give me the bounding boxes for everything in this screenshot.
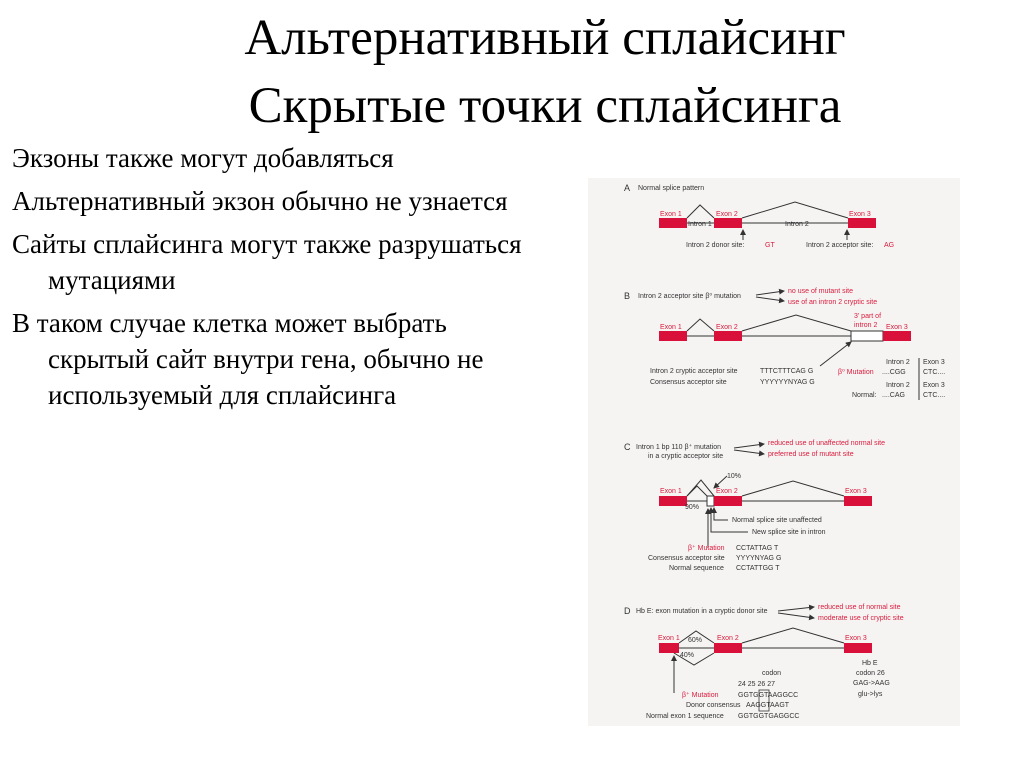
panel-c-normal-seq: CCTATTGG T bbox=[736, 565, 780, 572]
panel-d-glu: glu->lys bbox=[858, 691, 883, 698]
panel-b-consensus-seq: YYYYYYNYAG G bbox=[760, 379, 815, 386]
panel-a-exon3-label: Exon 3 bbox=[849, 211, 871, 218]
panel-b-cryptic-arrow bbox=[820, 342, 851, 366]
panel-b-exon2-label: Exon 2 bbox=[716, 324, 738, 331]
panel-d-heading: Hb E: exon mutation in a cryptic donor site bbox=[636, 608, 768, 615]
panel-d-exon2 bbox=[714, 643, 742, 653]
panel-c-effect1-arrow bbox=[734, 444, 764, 448]
panel-d-effect2: moderate use of cryptic site bbox=[818, 615, 904, 622]
panel-b-effect1-arrow bbox=[756, 291, 784, 295]
panel-a-exon1 bbox=[659, 218, 687, 228]
panel-d-codon26: codon 26 bbox=[856, 670, 885, 677]
panel-c-splice-normal bbox=[687, 480, 714, 496]
panel-b-part-label-1: 3' part of bbox=[854, 313, 882, 320]
panel-a-splice-1 bbox=[687, 205, 714, 218]
panel-a-exon2 bbox=[714, 218, 742, 228]
panel-a-donor-value: GT bbox=[765, 242, 775, 249]
panel-d-pct-bottom: 40% bbox=[680, 652, 695, 659]
panel-d bbox=[624, 604, 904, 720]
panel-c-mut-label: β⁺ Mutation bbox=[688, 545, 725, 552]
panel-c-normal-label: Normal sequence bbox=[669, 565, 724, 572]
panel-d-exon3-label: Exon 3 bbox=[845, 635, 867, 642]
panel-d-mut-label: β⁺ Mutation bbox=[682, 692, 719, 699]
panel-b-exon1 bbox=[659, 331, 687, 341]
panel-c-exon1-label: Exon 1 bbox=[660, 488, 682, 495]
title-line-1: Альтернативный сплайсинг bbox=[244, 10, 846, 66]
panel-b-exon1-label: Exon 1 bbox=[660, 324, 682, 331]
panel-b-exon3-label: Exon 3 bbox=[886, 324, 908, 331]
panel-b bbox=[624, 288, 945, 400]
panel-a-intron1-label: Intron 1 bbox=[688, 221, 712, 228]
panel-b-effect2: use of an intron 2 cryptic site bbox=[788, 299, 878, 306]
panel-a-exon3 bbox=[848, 218, 876, 228]
panel-d-effect1: reduced use of normal site bbox=[818, 604, 901, 611]
panel-c-pct-large: 90% bbox=[685, 504, 700, 511]
splicing-figure bbox=[588, 178, 960, 726]
panel-d-effect1-arrow bbox=[778, 607, 814, 611]
panel-c-consensus-label: Consensus acceptor site bbox=[648, 555, 725, 562]
panel-b-effect2-arrow bbox=[756, 297, 784, 301]
panel-d-change: GAG->AAG bbox=[853, 680, 890, 687]
panel-d-splice-2 bbox=[742, 628, 844, 643]
panel-b-letter: B bbox=[624, 291, 631, 301]
panel-d-mut-seq: GGTGGTAAGGCC bbox=[738, 692, 799, 699]
panel-d-codon: codon bbox=[762, 670, 782, 677]
panel-d-exon1-label: Exon 1 bbox=[658, 635, 680, 642]
panel-d-codons: 24 25 26 27 bbox=[738, 681, 775, 688]
panel-b-exon2 bbox=[714, 331, 742, 341]
panel-c-pct-small: 10% bbox=[727, 473, 742, 480]
panel-b-normal-seq: ....CAG bbox=[882, 392, 905, 399]
bullet-item: Альтернативный экзон обычно не узнается bbox=[12, 186, 508, 216]
panel-c-exon3-label: Exon 3 bbox=[845, 488, 867, 495]
panel-c-letter: C bbox=[624, 442, 631, 452]
panel-b-cryptic-seq: TTTCTTTCAG G bbox=[760, 368, 814, 375]
panel-b-cryptic-label: Intron 2 cryptic acceptor site bbox=[650, 368, 738, 375]
panel-c-effect2-arrow bbox=[734, 450, 764, 454]
panel-a-exon2-label: Exon 2 bbox=[716, 211, 738, 218]
panel-c-exon2-label: Exon 2 bbox=[716, 488, 738, 495]
panel-a-heading: Normal splice pattern bbox=[638, 185, 705, 192]
panel-c-note2: New splice site in intron bbox=[752, 529, 826, 536]
panel-b-normal-label: Normal: bbox=[852, 392, 877, 399]
panel-d-exon3 bbox=[844, 643, 872, 653]
panel-c-heading-2: in a cryptic acceptor site bbox=[648, 453, 724, 460]
panel-a-letter: A bbox=[624, 183, 631, 193]
panel-d-letter: D bbox=[624, 606, 631, 616]
slide-title bbox=[0, 4, 1024, 140]
panel-d-pct-top: 60% bbox=[688, 637, 703, 644]
panel-c-pct-arrow bbox=[714, 476, 727, 488]
panel-c bbox=[624, 440, 885, 572]
panel-d-normal-label: Normal exon 1 sequence bbox=[646, 713, 724, 720]
panel-b-col-intron: Intron 2 bbox=[886, 359, 910, 366]
bullet-item: Экзоны также могут добавляться bbox=[12, 143, 394, 173]
panel-b-mut-seq: ....CGG bbox=[882, 369, 906, 376]
panel-b-consensus-label: Consensus acceptor site bbox=[650, 379, 727, 386]
panel-c-splice-2 bbox=[742, 481, 844, 496]
panel-c-exon3 bbox=[844, 496, 872, 506]
panel-c-mut-seq: CCTATTAG T bbox=[736, 545, 779, 552]
panel-c-heading-1: Intron 1 bp 110 β⁺ mutation bbox=[636, 444, 722, 451]
panel-c-splice-cryptic bbox=[687, 486, 707, 496]
panel-d-exon2-label: Exon 2 bbox=[717, 635, 739, 642]
panel-d-donor-label: Donor consensus bbox=[686, 702, 741, 709]
panel-c-note1-arrow bbox=[714, 508, 728, 520]
panel-a-intron2-label: Intron 2 bbox=[785, 221, 809, 228]
panel-b-intron2-part bbox=[851, 331, 883, 341]
panel-c-note1: Normal splice site unaffected bbox=[732, 517, 822, 524]
panel-b-effect1: no use of mutant site bbox=[788, 288, 853, 295]
bullet-item: Сайты сплайсинга могут также разрушаться мутациями bbox=[12, 229, 522, 295]
panel-b-part-label-2: intron 2 bbox=[854, 322, 878, 329]
bullet-list bbox=[12, 140, 532, 420]
panel-b-heading: Intron 2 acceptor site β⁰ mutation bbox=[638, 293, 741, 300]
panel-c-exon2 bbox=[714, 496, 742, 506]
panel-a-acceptor-label: Intron 2 acceptor site: bbox=[806, 242, 874, 249]
panel-b-mut-label: β⁰ Mutation bbox=[838, 369, 874, 376]
panel-c-effect1: reduced use of unaffected normal site bbox=[768, 440, 886, 447]
panel-d-normal-seq: GGTGGTGAGGCC bbox=[738, 713, 800, 720]
panel-b-col-exon: Exon 3 bbox=[923, 359, 945, 366]
bullet-item: В таком случае клетка может выбрать скрытый сайт внутри гена, обычно не используемый для сплайсинга bbox=[12, 308, 484, 410]
panel-d-effect2-arrow bbox=[778, 613, 814, 618]
panel-c-exon1 bbox=[659, 496, 687, 506]
title-line-2: Скрытые точки сплайсинга bbox=[248, 78, 842, 134]
panel-b-exon3 bbox=[883, 331, 911, 341]
panel-c-new-site bbox=[707, 496, 714, 506]
panel-b-col-intron-2: Intron 2 bbox=[886, 382, 910, 389]
panel-b-mut-exon: CTC.... bbox=[923, 369, 946, 376]
panel-a-splice-2 bbox=[742, 202, 848, 218]
panel-a-exon1-label: Exon 1 bbox=[660, 211, 682, 218]
splicing-diagram bbox=[588, 178, 960, 726]
panel-d-exon1 bbox=[659, 643, 679, 653]
panel-a-acceptor-value: AG bbox=[884, 242, 895, 249]
panel-b-col-exon-2: Exon 3 bbox=[923, 382, 945, 389]
panel-c-effect2: preferred use of mutant site bbox=[768, 451, 854, 458]
panel-b-splice-2 bbox=[742, 315, 851, 331]
panel-a bbox=[624, 183, 894, 249]
panel-d-hbe: Hb E bbox=[862, 660, 878, 667]
panel-c-consensus-seq: YYYYNYAG G bbox=[736, 555, 782, 562]
panel-a-donor-label: Intron 2 donor site: bbox=[686, 242, 745, 249]
panel-b-normal-exon: CTC.... bbox=[923, 392, 946, 399]
panel-b-splice-1 bbox=[687, 319, 714, 331]
panel-d-donor-seq: AAGGTAAGT bbox=[746, 702, 790, 709]
